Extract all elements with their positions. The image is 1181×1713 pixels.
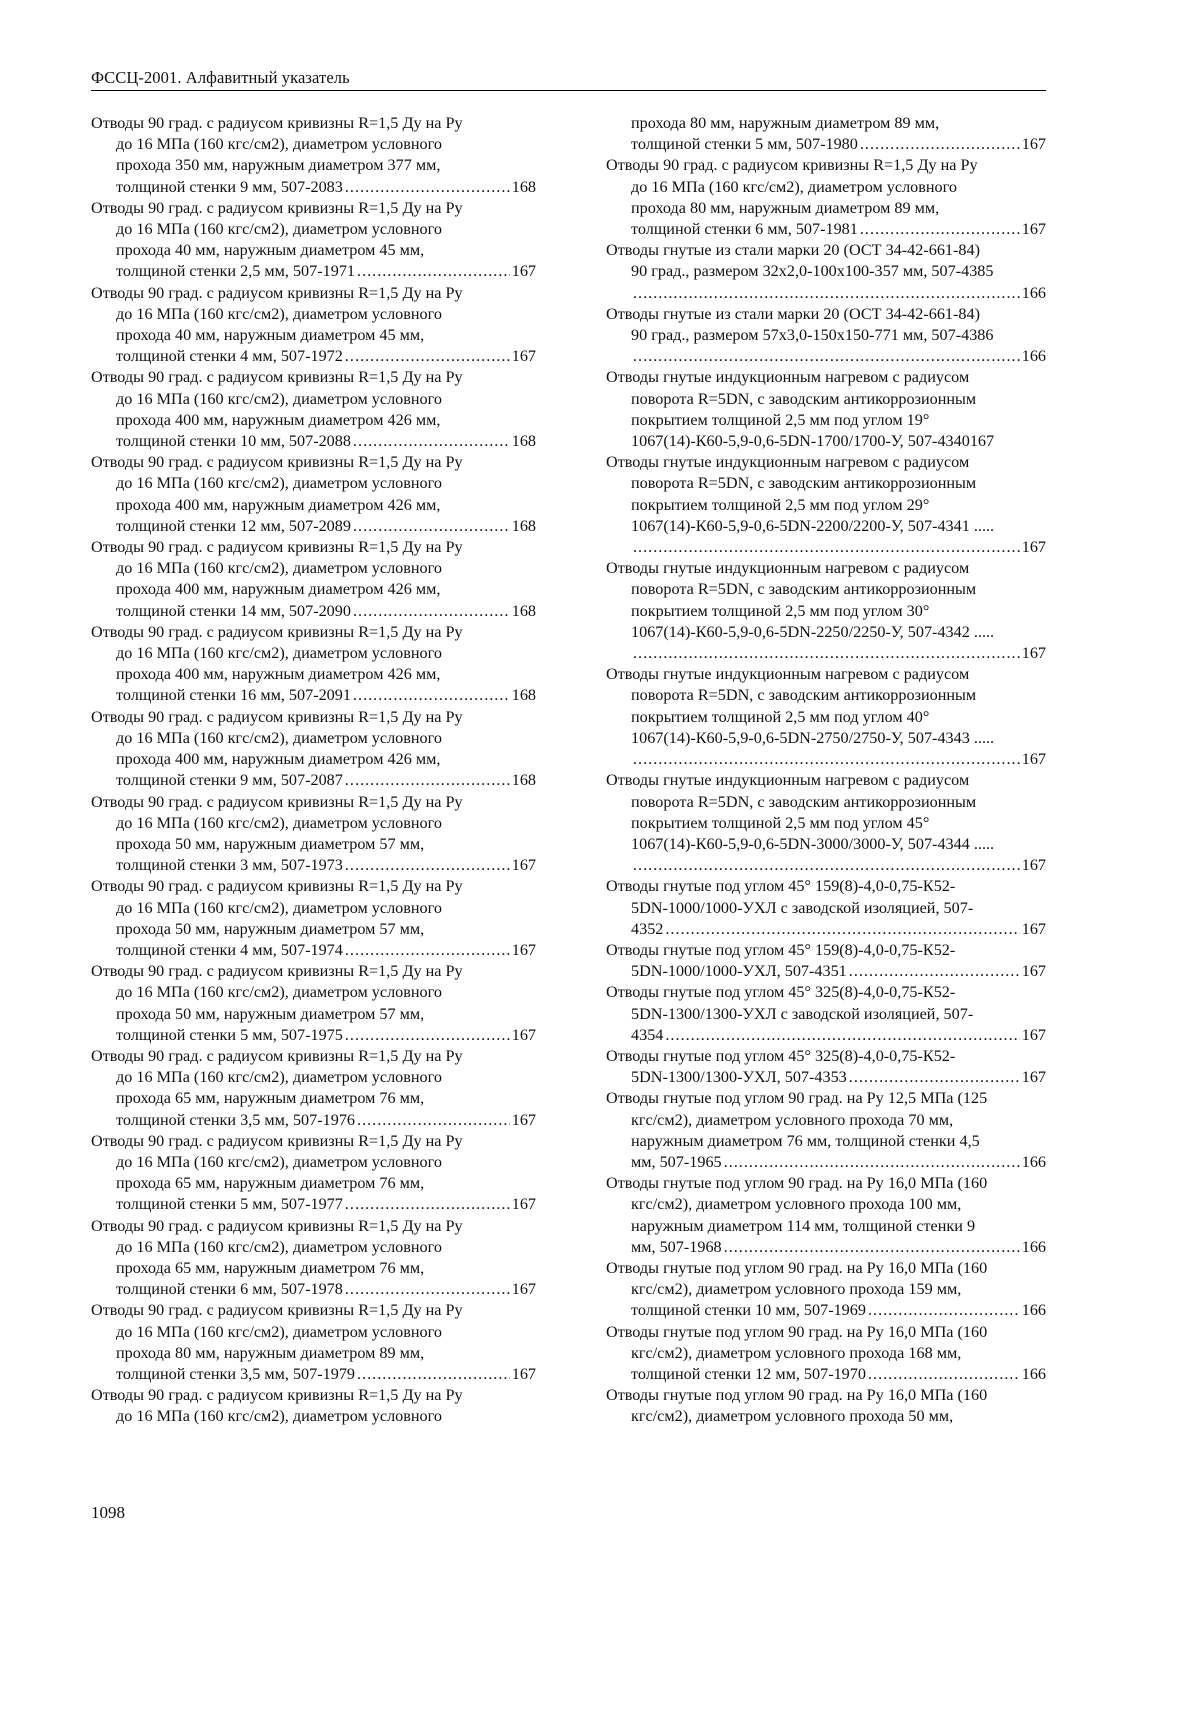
entry-line: покрытием толщиной 2,5 мм под углом 29° bbox=[631, 495, 930, 514]
entry-line: 5DN-1000/1000-УХЛ, 507-4351 bbox=[631, 962, 847, 981]
index-entry bbox=[91, 707, 536, 792]
entry-leader-line bbox=[91, 1364, 536, 1385]
entry-heading-line: Отводы гнутые из стали марки 20 (ОСТ 34-42-661-84) bbox=[606, 241, 980, 260]
page-reference: 167 bbox=[1021, 1025, 1046, 1044]
entry-line: поворота R=5DN, с заводским антикоррозионным bbox=[631, 792, 977, 811]
entry-leader-line bbox=[91, 1194, 536, 1215]
dot-leader bbox=[633, 346, 1020, 367]
entry-heading-line: Отводы 90 град. с радиусом кривизны R=1,5 Ду на Ру bbox=[91, 877, 463, 896]
index-entry bbox=[606, 1258, 1046, 1322]
entry-line: 1067(14)-К60-5,9-0,6-5DN-2250/2250-У, 507-4342 ..... bbox=[631, 622, 995, 641]
entry-leader-line bbox=[606, 961, 1046, 982]
index-entry bbox=[606, 770, 1046, 876]
page-reference: 167 bbox=[1021, 220, 1046, 239]
entry-leader-line bbox=[91, 431, 536, 452]
entry-heading-line: Отводы гнутые под углом 45° 325(8)-4,0-0,75-К52- bbox=[606, 983, 956, 1002]
index-entry bbox=[91, 1131, 536, 1216]
entry-line: до 16 МПа (160 кгс/см2), диаметром условного bbox=[116, 644, 442, 663]
index-entry bbox=[606, 982, 1046, 1046]
entry-line: прохода 50 мм, наружным диаметром 57 мм, bbox=[116, 919, 425, 938]
entry-line: прохода 80 мм, наружным диаметром 89 мм, bbox=[116, 1343, 425, 1362]
dot-leader bbox=[357, 261, 510, 282]
entry-leader-line bbox=[606, 749, 1046, 770]
index-entry bbox=[91, 1216, 536, 1301]
entry-line: до 16 МПа (160 кгс/см2), диаметром условного bbox=[116, 813, 442, 832]
dot-leader bbox=[345, 855, 510, 876]
page-reference: 166 bbox=[1021, 1301, 1046, 1320]
entry-line: 4354 bbox=[631, 1025, 664, 1044]
entry-line: 90 град., размером 57х3,0-150х150-771 мм, 507-4386 bbox=[631, 326, 994, 345]
page-reference: 167 bbox=[969, 432, 995, 451]
entry-heading-line: Отводы 90 град. с радиусом кривизны R=1,5 Ду на Ру bbox=[91, 538, 463, 557]
entry-line: до 16 МПа (160 кгс/см2), диаметром условного bbox=[631, 177, 957, 196]
entry-line: толщиной стенки 10 мм, 507-2088 bbox=[116, 432, 351, 451]
entry-leader-line bbox=[606, 283, 1046, 304]
entry-line: прохода 400 мм, наружным диаметром 426 мм, bbox=[116, 495, 441, 514]
entry-leader-line bbox=[91, 770, 536, 791]
index-entry bbox=[91, 367, 536, 452]
entry-heading-line: Отводы гнутые индукционным нагревом с радиусом bbox=[606, 559, 970, 578]
entry-line: толщиной стенки 9 мм, 507-2087 bbox=[116, 771, 343, 790]
dot-leader bbox=[633, 283, 1020, 304]
page-number: 1098 bbox=[91, 1503, 125, 1522]
entry-leader-line bbox=[606, 346, 1046, 367]
entry-line: 1067(14)-К60-5,9-0,6-5DN-3000/3000-У, 507-4344 ..... bbox=[631, 834, 995, 853]
entry-heading-line: Отводы 90 град. с радиусом кривизны R=1,5 Ду на Ру bbox=[91, 1216, 463, 1235]
index-entry bbox=[606, 558, 1046, 664]
entry-line: кгс/см2), диаметром условного прохода 168 мм, bbox=[631, 1343, 962, 1362]
entry-line: 4352 bbox=[631, 919, 664, 938]
entry-line: прохода 65 мм, наружным диаметром 76 мм, bbox=[116, 1089, 425, 1108]
entry-line: до 16 МПа (160 кгс/см2), диаметром условного bbox=[116, 1068, 442, 1087]
index-entry bbox=[91, 283, 536, 368]
dot-leader bbox=[353, 601, 510, 622]
entry-leader-line bbox=[91, 685, 536, 706]
entry-leader-line bbox=[91, 1025, 536, 1046]
dot-leader bbox=[868, 1300, 1020, 1321]
page-reference: 167 bbox=[511, 940, 536, 959]
header-title: ФССЦ-2001. Алфавитный указатель bbox=[91, 68, 350, 87]
entry-line: 1067(14)-К60-5,9-0,6-5DN-2200/2200-У, 507-4341 ..... bbox=[631, 516, 995, 535]
entry-line: мм, 507-1968 bbox=[631, 1237, 722, 1256]
entry-line: толщиной стенки 16 мм, 507-2091 bbox=[116, 686, 351, 705]
page-reference: 167 bbox=[511, 1025, 536, 1044]
page-reference: 167 bbox=[1021, 135, 1046, 154]
entry-heading-line: Отводы 90 град. с радиусом кривизны R=1,5 Ду на Ру bbox=[91, 283, 463, 302]
index-entry bbox=[606, 876, 1046, 940]
dot-leader bbox=[633, 855, 1020, 876]
index-entry bbox=[606, 452, 1046, 558]
entry-heading-line: Отводы 90 град. с радиусом кривизны R=1,5 Ду на Ру bbox=[91, 368, 463, 387]
index-entry bbox=[91, 1300, 536, 1385]
dot-leader bbox=[353, 685, 510, 706]
entry-heading-line: Отводы гнутые под углом 90 град. на Ру 16,0 МПа (160 bbox=[606, 1322, 988, 1341]
index-column-left bbox=[91, 113, 536, 1428]
entry-leader-line bbox=[91, 1110, 536, 1131]
entry-leader-line bbox=[606, 134, 1046, 155]
page-reference: 167 bbox=[1021, 1068, 1046, 1087]
index-entry bbox=[606, 664, 1046, 770]
page-reference: 167 bbox=[511, 856, 536, 875]
entry-leader-line bbox=[91, 261, 536, 282]
index-entry bbox=[91, 792, 536, 877]
entry-line: покрытием толщиной 2,5 мм под углом 30° bbox=[631, 601, 930, 620]
page-reference: 167 bbox=[1021, 538, 1046, 557]
dot-leader bbox=[724, 1152, 1020, 1173]
entry-heading-line: Отводы 90 град. с радиусом кривизны R=1,5 Ду на Ру bbox=[91, 707, 463, 726]
entry-line: толщиной стенки 2,5 мм, 507-1971 bbox=[116, 262, 356, 281]
page-reference: 167 bbox=[511, 262, 536, 281]
index-entry bbox=[91, 961, 536, 1046]
entry-leader-line bbox=[606, 1025, 1046, 1046]
entry-line: толщиной стенки 5 мм, 507-1975 bbox=[116, 1025, 343, 1044]
index-entry bbox=[91, 113, 536, 198]
running-header bbox=[91, 64, 1046, 91]
entry-heading-line: Отводы гнутые под углом 90 град. на Ру 12,5 МПа (125 bbox=[606, 1089, 988, 1108]
entry-line: до 16 МПа (160 кгс/см2), диаметром условного bbox=[116, 1322, 442, 1341]
entry-leader-line bbox=[91, 940, 536, 961]
page-reference: 166 bbox=[1021, 347, 1046, 366]
entry-line: наружным диаметром 76 мм, толщиной стенки 4,5 bbox=[631, 1131, 980, 1150]
entry-line: прохода 40 мм, наружным диаметром 45 мм, bbox=[116, 326, 425, 345]
entry-heading-line: Отводы 90 град. с радиусом кривизны R=1,5 Ду на Ру bbox=[91, 1301, 463, 1320]
entry-leader-line bbox=[91, 855, 536, 876]
page-reference: 168 bbox=[511, 432, 536, 451]
entry-heading-line: Отводы 90 град. с радиусом кривизны R=1,5 Ду на Ру bbox=[91, 962, 463, 981]
entry-line: поворота R=5DN, с заводским антикоррозионным bbox=[631, 580, 977, 599]
dot-leader bbox=[849, 961, 1020, 982]
dot-leader bbox=[345, 177, 510, 198]
page-reference: 167 bbox=[1021, 962, 1046, 981]
index-entry bbox=[91, 1046, 536, 1131]
entry-leader-line bbox=[606, 919, 1046, 940]
entry-line: толщиной стенки 6 мм, 507-1978 bbox=[116, 1280, 343, 1299]
dot-leader bbox=[345, 1025, 510, 1046]
dot-leader bbox=[345, 1279, 510, 1300]
index-entry bbox=[606, 1088, 1046, 1173]
index-entry bbox=[606, 113, 1046, 155]
page-reference: 168 bbox=[511, 686, 536, 705]
page-reference: 168 bbox=[511, 177, 536, 196]
dot-leader bbox=[849, 1067, 1020, 1088]
entry-line: прохода 80 мм, наружным диаметром 89 мм, bbox=[631, 198, 940, 217]
dot-leader bbox=[353, 431, 510, 452]
entry-leader-line bbox=[91, 346, 536, 367]
entry-leader-line bbox=[91, 1279, 536, 1300]
entry-line: 1067(14)-К60-5,9-0,6-5DN-2750/2750-У, 507-4343 ..... bbox=[631, 728, 995, 747]
entry-line: прохода 400 мм, наружным диаметром 426 мм, bbox=[116, 750, 441, 769]
entry-leader-line bbox=[606, 1067, 1046, 1088]
entry-leader-line bbox=[606, 643, 1046, 664]
page-reference: 167 bbox=[511, 1280, 536, 1299]
entry-heading-line: Отводы гнутые под углом 90 град. на Ру 16,0 МПа (160 bbox=[606, 1386, 988, 1405]
dot-leader bbox=[665, 1025, 1019, 1046]
entry-line: кгс/см2), диаметром условного прохода 50 мм, bbox=[631, 1407, 954, 1426]
entry-line: кгс/см2), диаметром условного прохода 159 мм, bbox=[631, 1280, 962, 1299]
entry-leader-line bbox=[91, 516, 536, 537]
entry-heading-line: Отводы 90 град. с радиусом кривизны R=1,5 Ду на Ру bbox=[91, 792, 463, 811]
entry-line: прохода 400 мм, наружным диаметром 426 мм, bbox=[116, 665, 441, 684]
entry-line: толщиной стенки 3,5 мм, 507-1979 bbox=[116, 1364, 356, 1383]
page-reference: 167 bbox=[511, 347, 536, 366]
entry-heading-line: Отводы 90 град. с радиусом кривизны R=1,5 Ду на Ру bbox=[91, 1131, 463, 1150]
entry-line: прохода 50 мм, наружным диаметром 57 мм, bbox=[116, 1004, 425, 1023]
entry-heading-line: Отводы 90 град. с радиусом кривизны R=1,5 Ду на Ру bbox=[91, 114, 463, 132]
index-entry bbox=[606, 155, 1046, 240]
entry-line: до 16 МПа (160 кгс/см2), диаметром условного bbox=[116, 1237, 442, 1256]
entry-line: толщиной стенки 4 мм, 507-1974 bbox=[116, 940, 343, 959]
dot-leader bbox=[633, 749, 1020, 770]
dot-leader bbox=[345, 770, 510, 791]
page-reference: 168 bbox=[511, 516, 536, 535]
entry-line: до 16 МПа (160 кгс/см2), диаметром условного bbox=[116, 474, 442, 493]
page-reference: 167 bbox=[1021, 919, 1046, 938]
entry-heading-line: Отводы гнутые под углом 45° 159(8)-4,0-0,75-К52- bbox=[606, 877, 956, 896]
entry-line: прохода 80 мм, наружным диаметром 89 мм, bbox=[631, 114, 940, 132]
index-entry bbox=[606, 1173, 1046, 1258]
index-entry bbox=[91, 876, 536, 961]
index-entry bbox=[91, 1385, 536, 1427]
index-entry bbox=[91, 198, 536, 283]
entry-line: толщиной стенки 12 мм, 507-1970 bbox=[631, 1364, 866, 1383]
entry-line: прохода 350 мм, наружным диаметром 377 мм, bbox=[116, 156, 441, 175]
entry-line: кгс/см2), диаметром условного прохода 100 мм, bbox=[631, 1195, 962, 1214]
entry-leader-line bbox=[606, 855, 1046, 876]
entry-line: прохода 50 мм, наружным диаметром 57 мм, bbox=[116, 834, 425, 853]
entry-heading-line: Отводы 90 град. с радиусом кривизны R=1,5 Ду на Ру bbox=[91, 1046, 463, 1065]
entry-leader-line bbox=[91, 177, 536, 198]
page-reference: 167 bbox=[1021, 750, 1046, 769]
entry-line: 5DN-1000/1000-УХЛ с заводской изоляцией, 507- bbox=[631, 898, 974, 917]
entry-line: кгс/см2), диаметром условного прохода 70 мм, bbox=[631, 1110, 954, 1129]
entry-line: до 16 МПа (160 кгс/см2), диаметром условного bbox=[116, 983, 442, 1002]
entry-heading-line: Отводы 90 град. с радиусом кривизны R=1,5 Ду на Ру bbox=[91, 198, 463, 217]
page-reference: 167 bbox=[1021, 644, 1046, 663]
index-entry bbox=[91, 452, 536, 537]
entry-line: толщиной стенки 4 мм, 507-1972 bbox=[116, 347, 343, 366]
entry-heading-line: Отводы 90 град. с радиусом кривизны R=1,5 Ду на Ру bbox=[91, 453, 463, 472]
entry-leader-line bbox=[606, 1364, 1046, 1385]
entry-line: толщиной стенки 3 мм, 507-1973 bbox=[116, 856, 343, 875]
entry-line: мм, 507-1965 bbox=[631, 1152, 722, 1171]
entry-heading-line: Отводы гнутые индукционным нагревом с радиусом bbox=[606, 368, 970, 387]
entry-heading-line: Отводы гнутые под углом 90 град. на Ру 16,0 МПа (160 bbox=[606, 1174, 988, 1193]
index-entry bbox=[606, 367, 1046, 452]
entry-line: 5DN-1300/1300-УХЛ, 507-4353 bbox=[631, 1068, 847, 1087]
page-reference: 167 bbox=[1021, 856, 1046, 875]
index-entry bbox=[606, 940, 1046, 982]
entry-heading-line: Отводы 90 град. с радиусом кривизны R=1,5 Ду на Ру bbox=[91, 1386, 463, 1405]
entry-line: до 16 МПа (160 кгс/см2), диаметром условного bbox=[116, 389, 442, 408]
entry-line: покрытием толщиной 2,5 мм под углом 45° bbox=[631, 813, 930, 832]
entry-line: 90 град., размером 32х2,0-100х100-357 мм, 507-4385 bbox=[631, 262, 994, 281]
entry-leader-line bbox=[606, 1237, 1046, 1258]
entry-heading-line: Отводы гнутые под углом 45° 325(8)-4,0-0,75-К52- bbox=[606, 1046, 956, 1065]
dot-leader bbox=[353, 516, 510, 537]
entry-leader-line bbox=[606, 537, 1046, 558]
entry-line: поворота R=5DN, с заводским антикоррозионным bbox=[631, 686, 977, 705]
entry-heading-line: Отводы гнутые индукционным нагревом с радиусом bbox=[606, 665, 970, 684]
entry-heading-line: Отводы гнутые под углом 90 град. на Ру 16,0 МПа (160 bbox=[606, 1258, 988, 1277]
index-column-right bbox=[606, 113, 1046, 1428]
page-reference: 166 bbox=[1021, 283, 1046, 302]
entry-leader-line bbox=[91, 601, 536, 622]
dot-leader bbox=[868, 1364, 1020, 1385]
dot-leader bbox=[345, 346, 510, 367]
page-reference: 167 bbox=[511, 1195, 536, 1214]
page-reference: 166 bbox=[1021, 1364, 1046, 1383]
entry-line: толщиной стенки 5 мм, 507-1977 bbox=[116, 1195, 343, 1214]
entry-line: 5DN-1300/1300-УХЛ с заводской изоляцией, 507- bbox=[631, 1004, 974, 1023]
index-entry bbox=[91, 622, 536, 707]
dot-leader bbox=[860, 219, 1020, 240]
entry-line: прохода 40 мм, наружным диаметром 45 мм, bbox=[116, 241, 425, 260]
entry-leader-line bbox=[606, 431, 1046, 452]
page-reference: 167 bbox=[511, 1364, 536, 1383]
index-entry bbox=[606, 240, 1046, 304]
dot-leader bbox=[345, 1194, 510, 1215]
entry-line: 1067(14)-К60-5,9-0,6-5DN-1700/1700-У, 507-4340 bbox=[631, 432, 970, 451]
dot-leader bbox=[357, 1110, 510, 1131]
entry-line: прохода 400 мм, наружным диаметром 426 мм, bbox=[116, 410, 441, 429]
entry-line: прохода 65 мм, наружным диаметром 76 мм, bbox=[116, 1258, 425, 1277]
entry-line: толщиной стенки 10 мм, 507-1969 bbox=[631, 1301, 866, 1320]
page-reference: 167 bbox=[511, 1110, 536, 1129]
entry-heading-line: Отводы гнутые под углом 45° 159(8)-4,0-0,75-К52- bbox=[606, 940, 956, 959]
entry-heading-line: Отводы гнутые из стали марки 20 (ОСТ 34-42-661-84) bbox=[606, 304, 980, 323]
entry-heading-line: Отводы 90 град. с радиусом кривизны R=1,5 Ду на Ру bbox=[606, 156, 978, 175]
entry-line: до 16 МПа (160 кгс/см2), диаметром условного bbox=[116, 1152, 442, 1171]
entry-heading-line: Отводы гнутые индукционным нагревом с радиусом bbox=[606, 771, 970, 790]
entry-line: толщиной стенки 12 мм, 507-2089 bbox=[116, 516, 351, 535]
page-reference: 166 bbox=[1021, 1237, 1046, 1256]
entry-line: толщиной стенки 9 мм, 507-2083 bbox=[116, 177, 343, 196]
entry-line: поворота R=5DN, с заводским антикоррозионным bbox=[631, 474, 977, 493]
dot-leader bbox=[665, 919, 1019, 940]
dot-leader bbox=[633, 643, 1020, 664]
page-reference: 166 bbox=[1021, 1152, 1046, 1171]
index-entry bbox=[606, 1046, 1046, 1088]
dot-leader bbox=[345, 940, 510, 961]
entry-line: поворота R=5DN, с заводским антикоррозионным bbox=[631, 389, 977, 408]
entry-line: до 16 МПа (160 кгс/см2), диаметром условного bbox=[116, 304, 442, 323]
entry-line: покрытием толщиной 2,5 мм под углом 40° bbox=[631, 707, 930, 726]
dot-leader bbox=[633, 537, 1020, 558]
dot-leader bbox=[860, 134, 1020, 155]
entry-heading-line: Отводы 90 град. с радиусом кривизны R=1,5 Ду на Ру bbox=[91, 622, 463, 641]
dot-leader bbox=[357, 1364, 510, 1385]
entry-leader-line bbox=[606, 1300, 1046, 1321]
page-reference: 168 bbox=[511, 771, 536, 790]
entry-leader-line bbox=[606, 219, 1046, 240]
index-entry bbox=[606, 1385, 1046, 1427]
index-entry bbox=[606, 1322, 1046, 1386]
entry-heading-line: Отводы гнутые индукционным нагревом с радиусом bbox=[606, 453, 970, 472]
entry-line: толщиной стенки 3,5 мм, 507-1976 bbox=[116, 1110, 356, 1129]
entry-line: до 16 МПа (160 кгс/см2), диаметром условного bbox=[116, 1407, 442, 1426]
page-reference: 168 bbox=[511, 601, 536, 620]
index-entry bbox=[91, 537, 536, 622]
entry-line: толщиной стенки 6 мм, 507-1981 bbox=[631, 220, 858, 239]
entry-line: наружным диаметром 114 мм, толщиной стенки 9 bbox=[631, 1216, 976, 1235]
entry-line: до 16 МПа (160 кгс/см2), диаметром условного bbox=[116, 728, 442, 747]
index-entry bbox=[606, 304, 1046, 368]
entry-line: до 16 МПа (160 кгс/см2), диаметром условного bbox=[116, 559, 442, 578]
entry-line: прохода 65 мм, наружным диаметром 76 мм, bbox=[116, 1174, 425, 1193]
entry-line: до 16 МПа (160 кгс/см2), диаметром условного bbox=[116, 898, 442, 917]
entry-leader-line bbox=[606, 1152, 1046, 1173]
entry-line: толщиной стенки 5 мм, 507-1980 bbox=[631, 135, 858, 154]
entry-line: прохода 400 мм, наружным диаметром 426 мм, bbox=[116, 580, 441, 599]
entry-line: до 16 МПа (160 кгс/см2), диаметром условного bbox=[116, 135, 442, 154]
entry-line: до 16 МПа (160 кгс/см2), диаметром условного bbox=[116, 220, 442, 239]
entry-line: покрытием толщиной 2,5 мм под углом 19° bbox=[631, 410, 930, 429]
dot-leader bbox=[724, 1237, 1020, 1258]
entry-line: толщиной стенки 14 мм, 507-2090 bbox=[116, 601, 351, 620]
